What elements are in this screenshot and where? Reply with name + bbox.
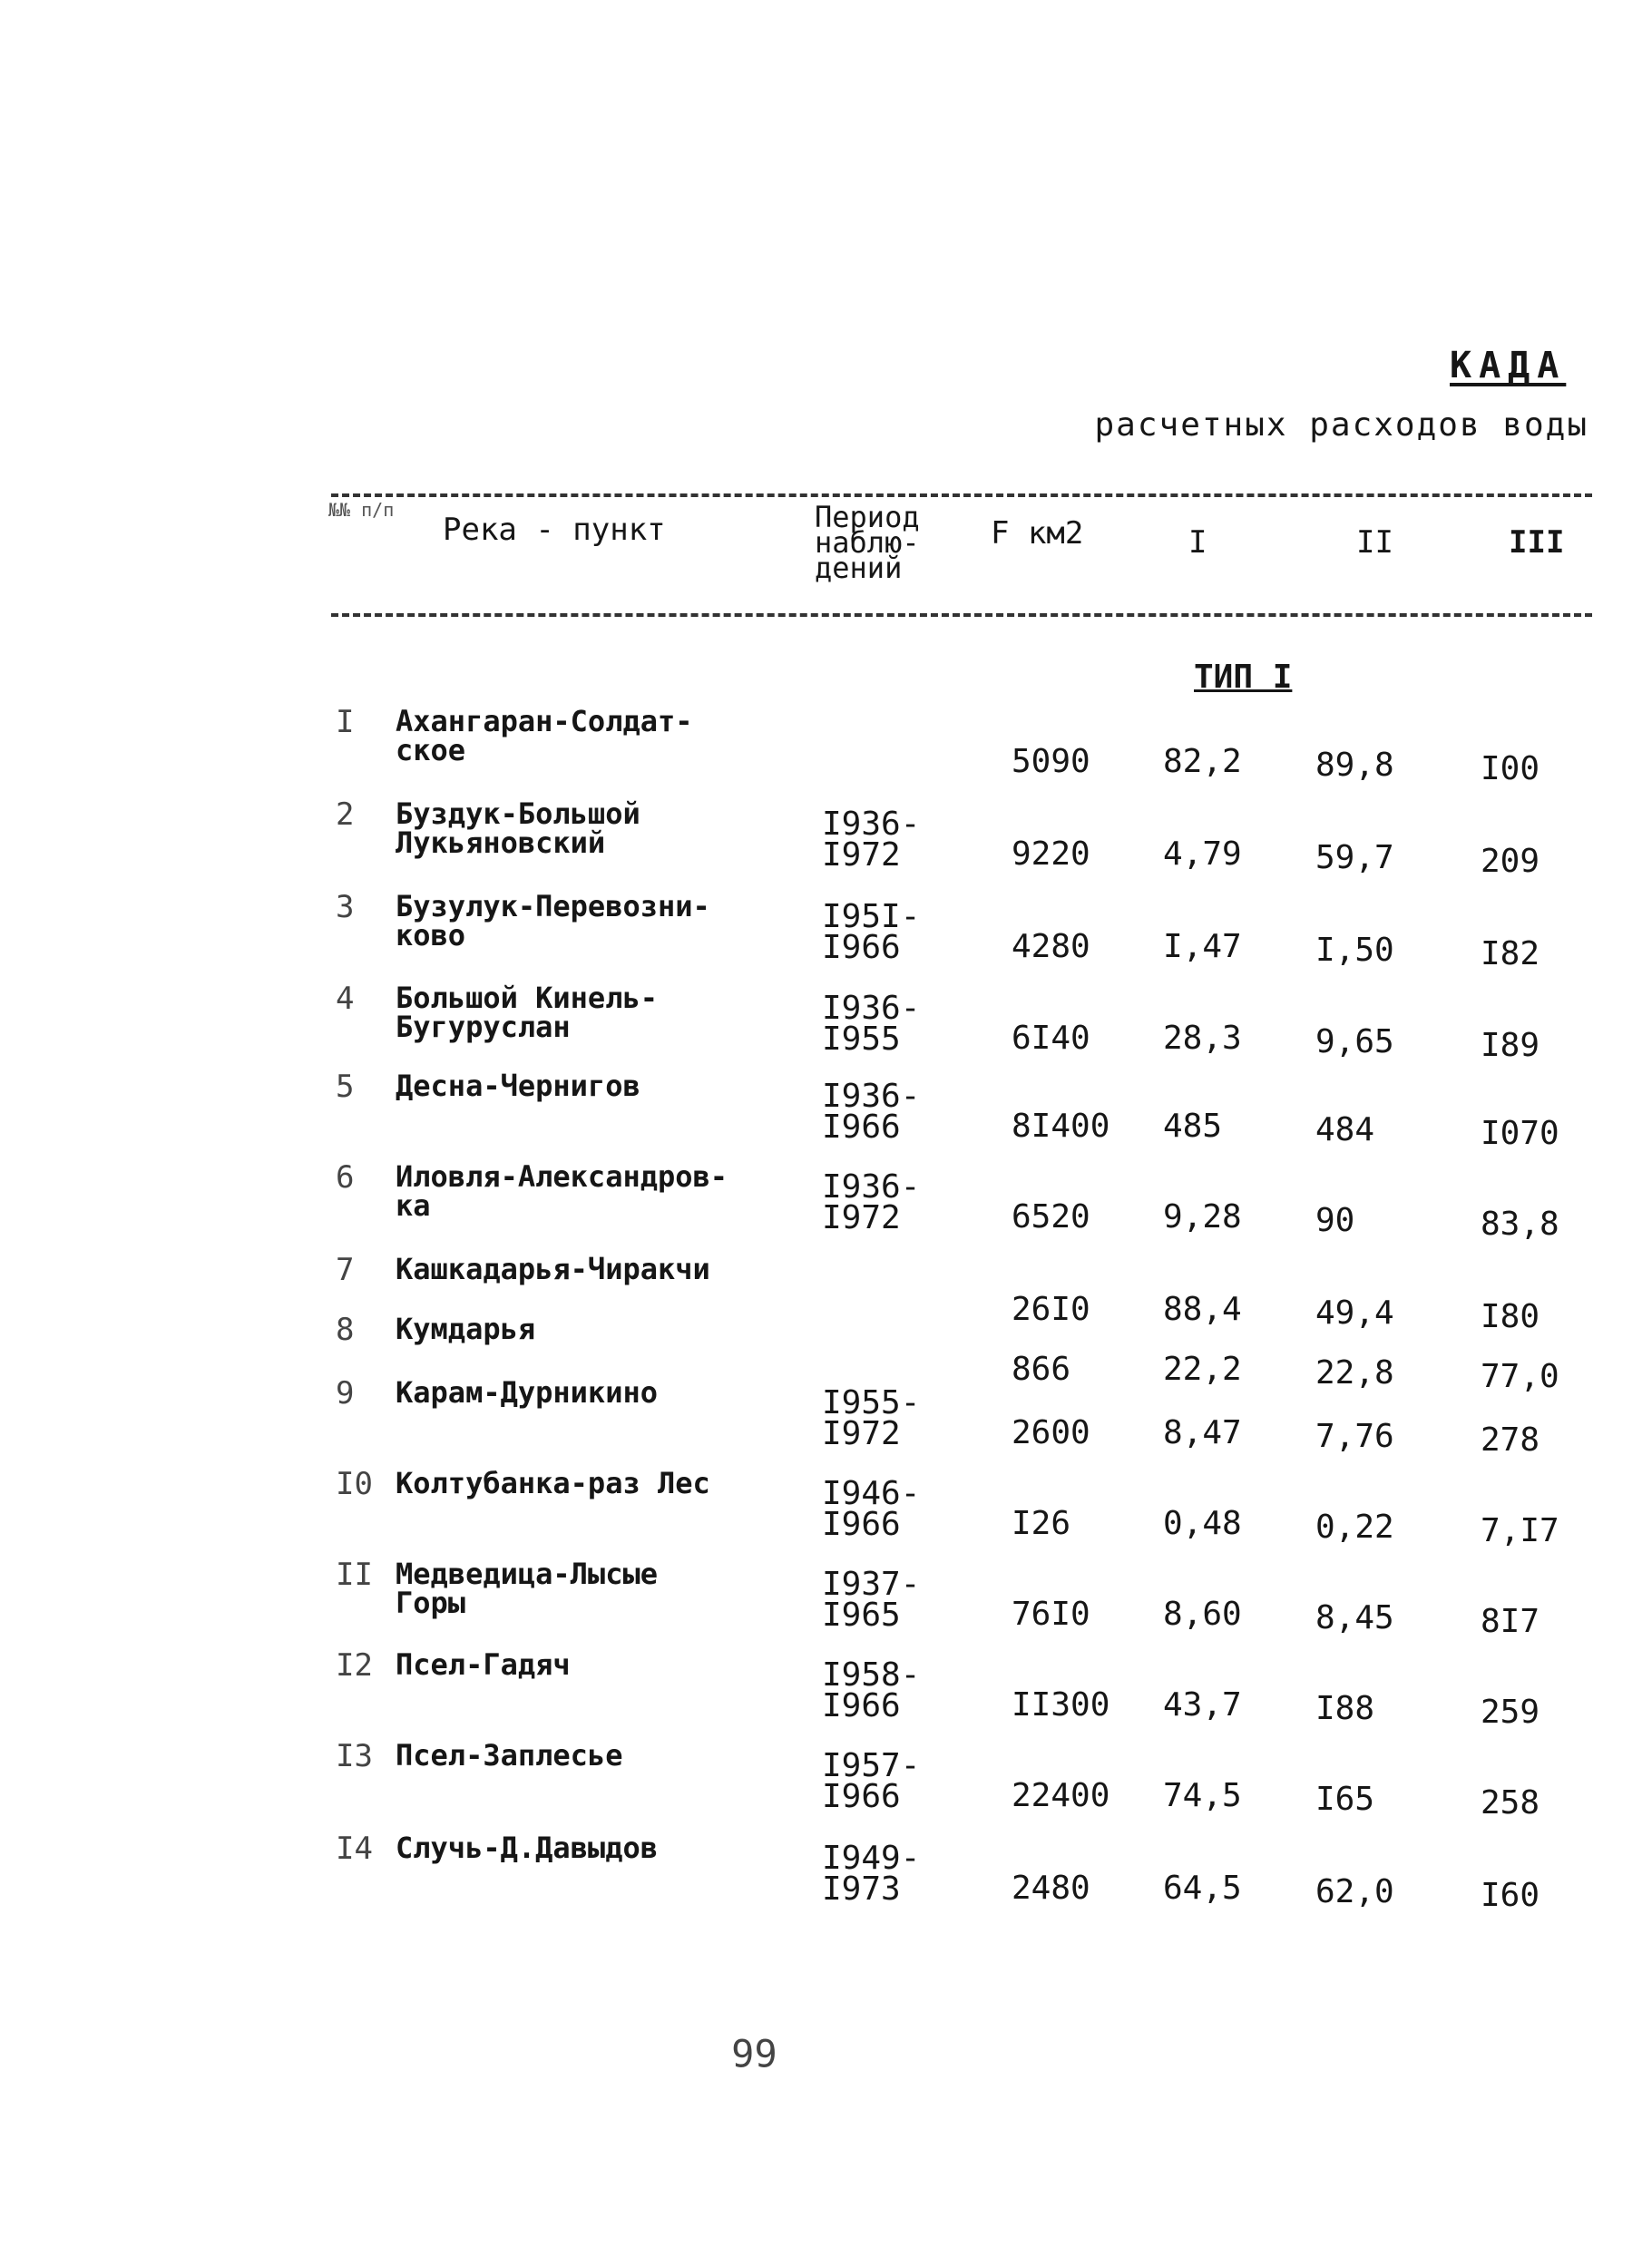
value-col-3: 83,8 [1481, 1206, 1559, 1243]
column-header-period-line: Период [815, 500, 920, 534]
value-col-2: 7,76 [1315, 1418, 1394, 1455]
row-number: I4 [336, 1831, 373, 1867]
column-header-2: II [1356, 524, 1393, 561]
observation-period: I946- [822, 1475, 921, 1512]
observation-period: I972 [822, 836, 901, 874]
observation-period: I936- [822, 1168, 921, 1206]
observation-period: I949- [822, 1840, 921, 1877]
river-point: Кумдарья [396, 1312, 536, 1346]
value-col-2: 59,7 [1315, 839, 1394, 876]
catchment-area: 6I40 [1012, 1020, 1090, 1057]
value-col-3: 259 [1481, 1694, 1540, 1731]
catchment-area: 8I400 [1012, 1108, 1110, 1145]
column-header-3: III [1509, 524, 1565, 561]
row-number: II [336, 1557, 373, 1593]
column-header-period [815, 500, 920, 585]
value-col-2: 90 [1315, 1202, 1355, 1239]
value-col-3: 7,I7 [1481, 1512, 1559, 1549]
value-col-1: 8,60 [1163, 1596, 1242, 1633]
observation-period: I95I- [822, 898, 921, 935]
value-col-3: 8I7 [1481, 1603, 1540, 1640]
column-header-period-line: дений [815, 551, 903, 585]
row-number: 9 [336, 1375, 355, 1411]
observation-period: I937- [822, 1566, 921, 1603]
observation-period: I966 [822, 929, 901, 966]
river-point: Горы [396, 1586, 466, 1620]
river-point: Случь-Д.Давыдов [396, 1831, 658, 1865]
row-number: I [336, 704, 355, 740]
row-number: 3 [336, 889, 355, 925]
catchment-area: 26I0 [1012, 1291, 1090, 1328]
river-point: Десна-Чернигов [396, 1069, 640, 1103]
value-col-1: 4,79 [1163, 835, 1242, 873]
observation-period: I972 [822, 1415, 901, 1452]
value-col-1: 485 [1163, 1108, 1223, 1145]
catchment-area: II300 [1012, 1686, 1110, 1724]
value-col-1: 9,28 [1163, 1198, 1242, 1236]
value-col-1: 22,2 [1163, 1351, 1242, 1388]
row-number: I2 [336, 1647, 373, 1684]
value-col-2: 89,8 [1315, 747, 1394, 784]
column-header-river: Река - пункт [443, 512, 666, 548]
observation-period: I936- [822, 990, 921, 1027]
column-header-1: I [1188, 524, 1207, 561]
observation-period: I965 [822, 1597, 901, 1634]
page-number: 66 [731, 2030, 777, 2075]
catchment-area: 9220 [1012, 835, 1090, 873]
river-point: Карам-Дурникино [396, 1375, 658, 1410]
value-col-2: 22,8 [1315, 1354, 1394, 1392]
group-label: ТИП I [1194, 659, 1293, 696]
header-top-rule [331, 493, 1592, 497]
value-col-1: 0,48 [1163, 1505, 1242, 1542]
value-col-1: 43,7 [1163, 1686, 1242, 1724]
value-col-3: I89 [1481, 1027, 1540, 1064]
value-col-2: 62,0 [1315, 1873, 1394, 1910]
value-col-2: I65 [1315, 1781, 1375, 1818]
observation-period: I966 [822, 1778, 901, 1815]
value-col-1: 28,3 [1163, 1020, 1242, 1057]
value-col-3: 278 [1481, 1421, 1540, 1459]
value-col-1: I,47 [1163, 928, 1242, 965]
catchment-area: 5090 [1012, 743, 1090, 780]
row-number: 7 [336, 1252, 355, 1288]
observation-period: I955 [822, 1021, 901, 1058]
river-point: Буздук-Большой [396, 796, 640, 831]
river-point: Лукьяновский [396, 825, 606, 860]
catchment-area: 6520 [1012, 1198, 1090, 1236]
row-number: 4 [336, 981, 355, 1017]
observation-period: I955- [822, 1384, 921, 1421]
river-point: Бузулук-Перевозни- [396, 889, 710, 923]
observation-period: I973 [822, 1870, 901, 1908]
observation-period: I957- [822, 1747, 921, 1784]
observation-period: I936- [822, 806, 921, 843]
value-col-2: 9,65 [1315, 1023, 1394, 1060]
document-title: КАДА [1450, 345, 1567, 386]
value-col-3: I82 [1481, 935, 1540, 972]
value-col-2: 484 [1315, 1111, 1375, 1148]
value-col-2: I,50 [1315, 932, 1394, 969]
river-point: Колтубанка-раз Лес [396, 1466, 710, 1500]
catchment-area: 22400 [1012, 1777, 1110, 1814]
river-point: Иловля-Александров- [396, 1159, 728, 1194]
river-point: Псел-Заплесье [396, 1738, 623, 1773]
river-point: ково [396, 918, 466, 952]
river-point: Большой Кинель- [396, 981, 658, 1015]
observation-period: I936- [822, 1078, 921, 1115]
row-number: 2 [336, 796, 355, 833]
row-number: I3 [336, 1738, 373, 1774]
catchment-area: 4280 [1012, 928, 1090, 965]
river-point: Ахангаран-Солдат- [396, 704, 693, 738]
row-number: 6 [336, 1159, 355, 1196]
river-point: Медведица-Лысые [396, 1557, 658, 1591]
catchment-area: 76I0 [1012, 1596, 1090, 1633]
river-point: Псел-Гадяч [396, 1647, 571, 1682]
value-col-3: I60 [1481, 1877, 1540, 1914]
observation-period: I966 [822, 1109, 901, 1146]
river-point: ка [396, 1188, 431, 1223]
observation-period: I972 [822, 1199, 901, 1236]
value-col-1: 74,5 [1163, 1777, 1242, 1814]
row-number: 8 [336, 1312, 355, 1348]
value-col-3: I00 [1481, 750, 1540, 787]
header-bottom-rule [331, 613, 1592, 617]
river-point: ское [396, 733, 466, 767]
value-col-1: 64,5 [1163, 1870, 1242, 1907]
value-col-3: 77,0 [1481, 1358, 1559, 1395]
value-col-2: 8,45 [1315, 1599, 1394, 1636]
value-col-3: 209 [1481, 843, 1540, 880]
document-subtitle: расчетных расходов воды [1094, 406, 1588, 444]
value-col-2: 0,22 [1315, 1509, 1394, 1546]
value-col-2: I88 [1315, 1690, 1375, 1727]
catchment-area: 2600 [1012, 1414, 1090, 1451]
value-col-1: 8,47 [1163, 1414, 1242, 1451]
river-point: Бугуруслан [396, 1010, 571, 1044]
observation-period: I966 [822, 1506, 901, 1543]
column-header-area: F км2 [991, 515, 1084, 552]
column-header-period-line: наблю- [815, 525, 920, 560]
value-col-3: I80 [1481, 1298, 1540, 1335]
observation-period: I966 [822, 1687, 901, 1724]
value-col-1: 82,2 [1163, 743, 1242, 780]
value-col-1: 88,4 [1163, 1291, 1242, 1328]
observation-period: I958- [822, 1656, 921, 1694]
row-number: 5 [336, 1069, 355, 1105]
value-col-3: 258 [1481, 1784, 1540, 1822]
row-number: I0 [336, 1466, 373, 1502]
river-point: Кашкадарья-Чиракчи [396, 1252, 710, 1286]
catchment-area: I26 [1012, 1505, 1071, 1542]
catchment-area: 2480 [1012, 1870, 1090, 1907]
catchment-area: 866 [1012, 1351, 1071, 1388]
value-col-3: I070 [1481, 1115, 1559, 1152]
value-col-2: 49,4 [1315, 1294, 1394, 1332]
column-header-number: №№ п/п [328, 499, 395, 521]
